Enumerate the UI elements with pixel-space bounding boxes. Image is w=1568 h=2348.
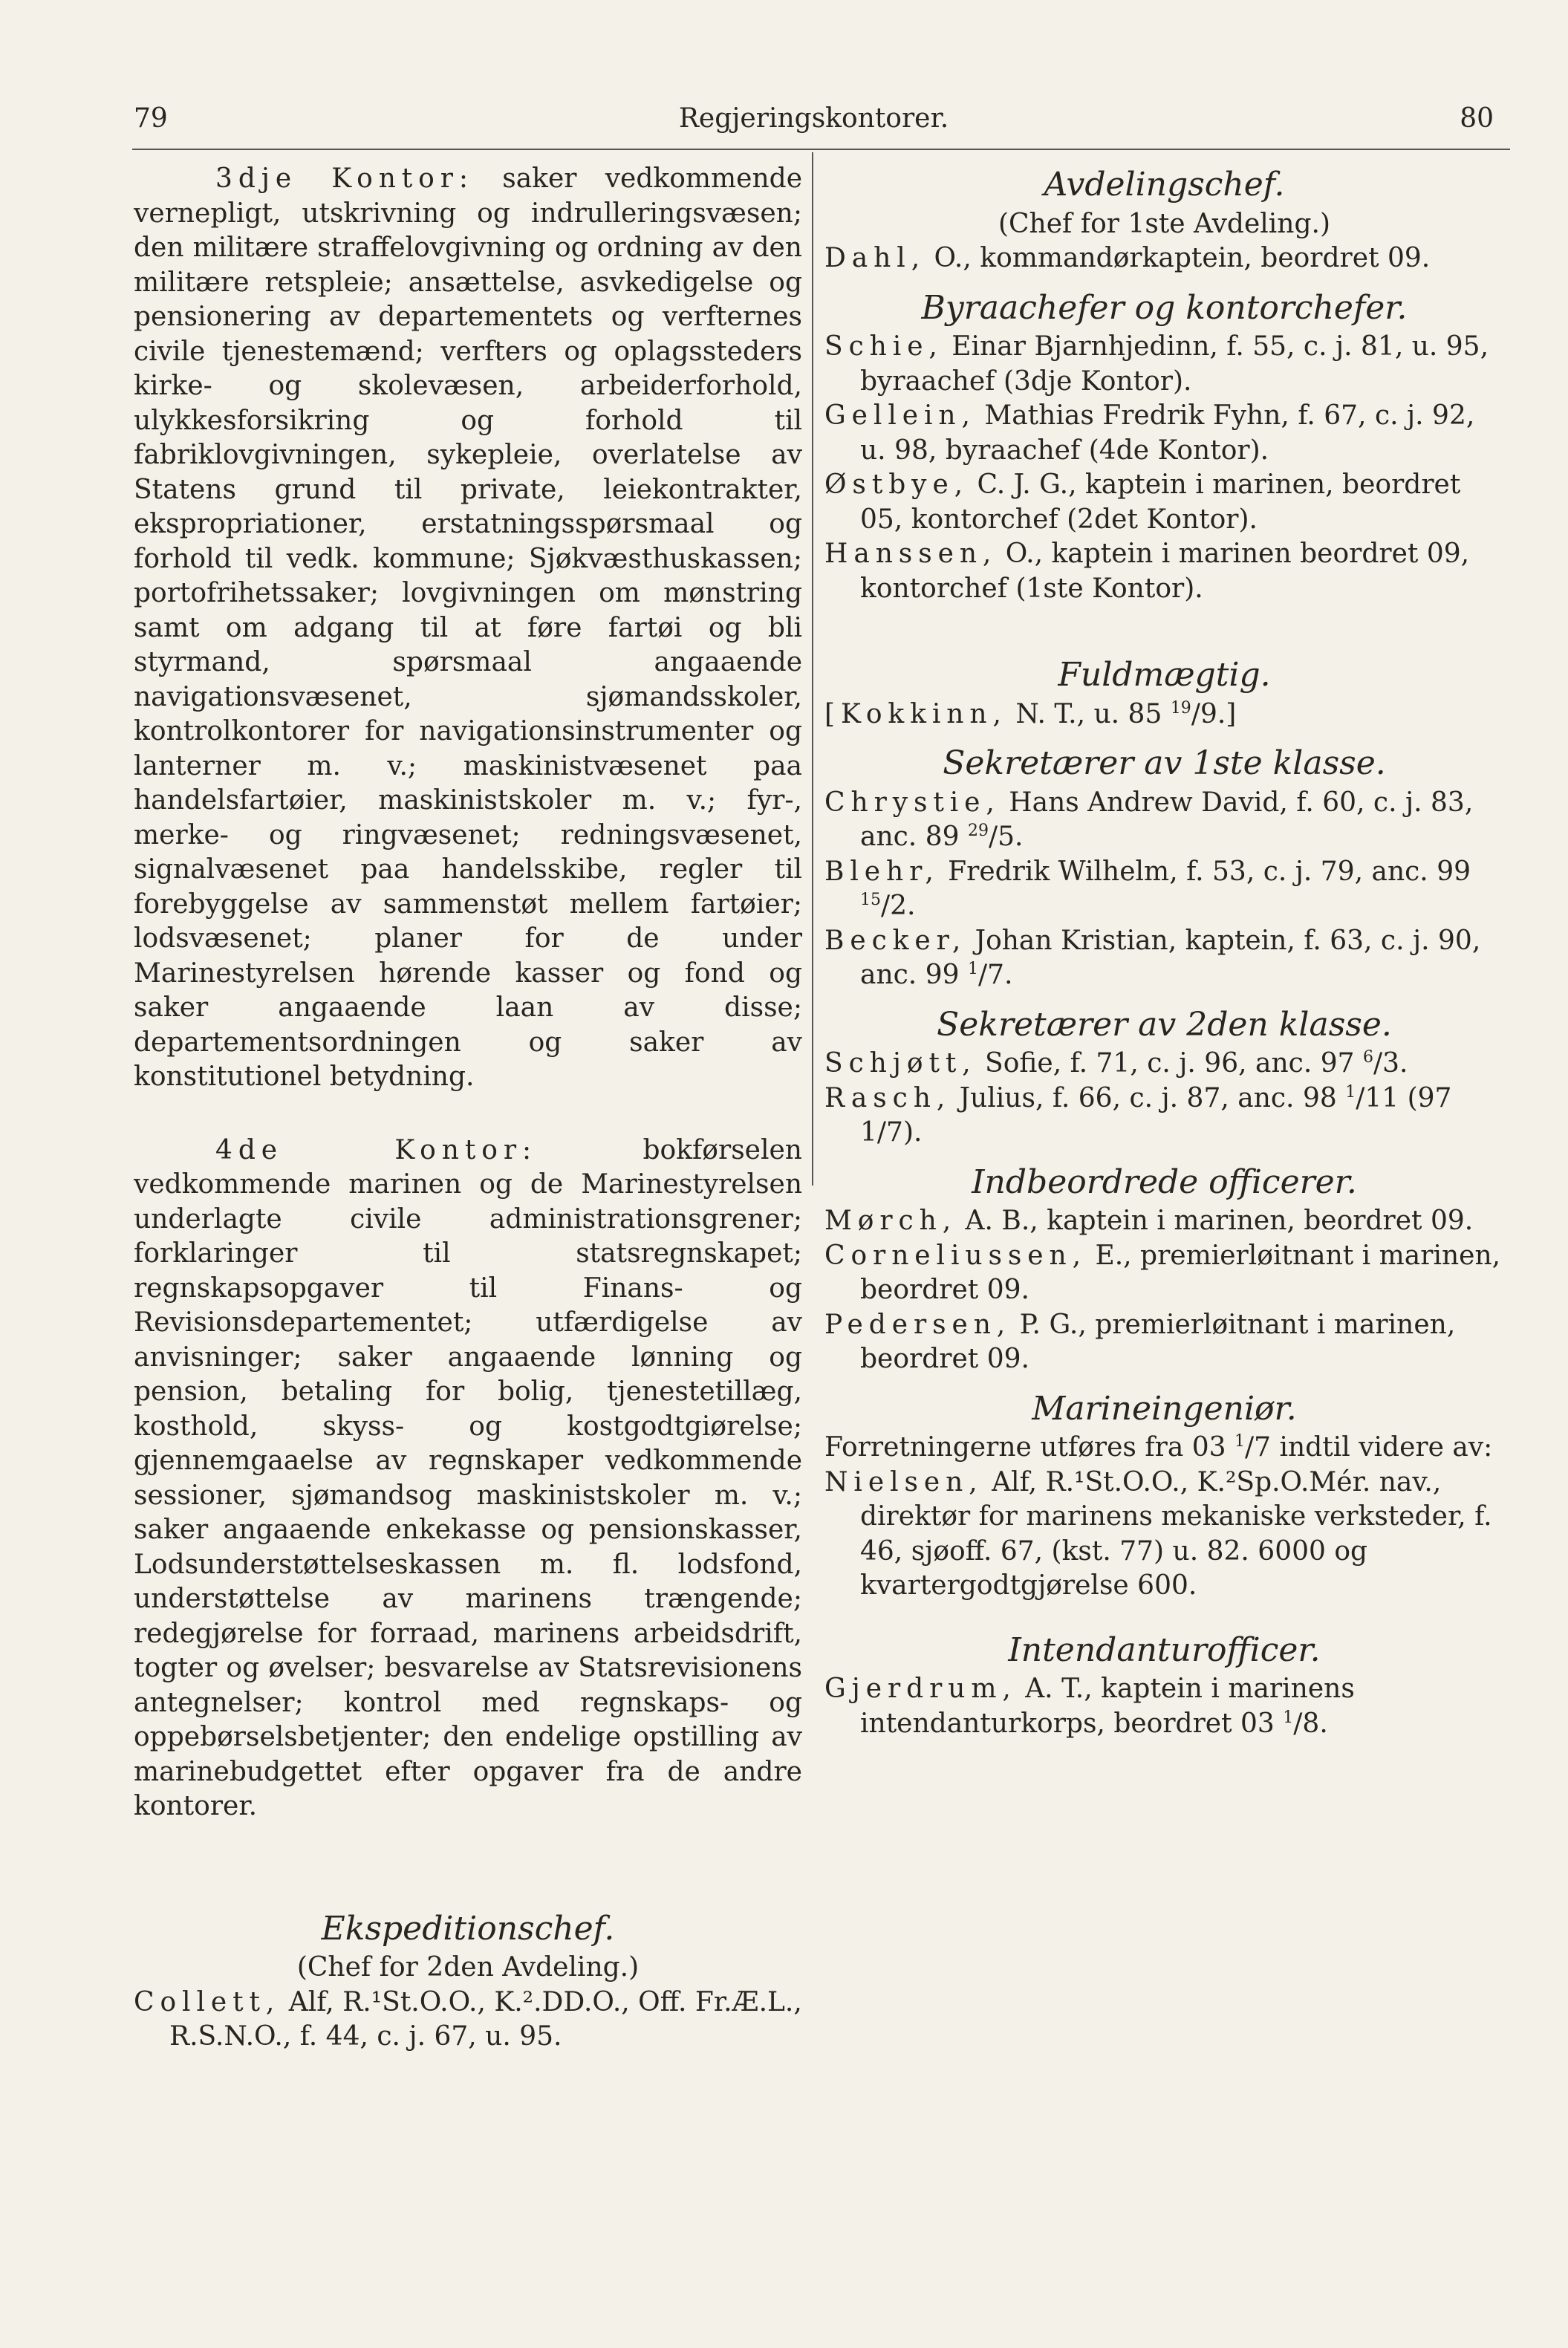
entry-text: Johan Kristian, kaptein, f. 63, c. j. 90, anc. 99 (860, 925, 1481, 990)
byraa-entry (824, 468, 1504, 537)
sek1-heading: Sekretærer av 1ste klasse. (943, 744, 1386, 782)
sek1-entry (824, 786, 1504, 855)
entry-after: /11 (97 1/7). (860, 1082, 1452, 1148)
entry-name: Schjøtt, (824, 1048, 977, 1079)
entry-text: O., kaptein i marinen beordret 09, kontorchef (1ste Kontor). (860, 539, 1470, 604)
page-number-left: 79 (134, 103, 168, 134)
marine-intro (824, 1431, 1504, 1466)
intro-sup: 1 (1234, 1432, 1246, 1451)
entry-text: Julius, f. 66, c. j. 87, anc. 98 (959, 1082, 1337, 1113)
byraa-entry (824, 330, 1504, 399)
office4-text: bokførselen vedkommende marinen og de Marinestyrelsen underlagte civile administrationsgrener; forklaringer til statsregnskapet; regnskapsopgaver til Finans- og Revisionsdepartementet; utfærdigelse av anvisninger; saker angaaende lønning og pension, betaling for bolig, tjenestetillæg, kosthold, skyss- og kostgodtgiørelse; gjennemgaaelse av regnskaper vedkommende sessioner, sjømandsog maskinistskoler m. v.; saker angaaende enkekasse og pensionskasser, Lodsunderstøttelseskassen m. fl. lodsfond, understøttelse av marinens trængende; redegjørelse for forraad, marinens arbeidsdrift, togter og øvelser; besvarelse av Statsrevisionens antegnelser; kontrol med regnskaps- og oppebørselsbetjenter; den endelige opstilling av marinebudgettet efter opgaver fra de andre kontorer. (134, 1134, 802, 1821)
entry-name: Mørch, (824, 1206, 957, 1236)
running-title: Regjeringskontorer. (678, 103, 949, 134)
entry-sup: 1 (967, 960, 978, 978)
page-number-right: 80 (1460, 103, 1494, 134)
expedition-sub: (Chef for 2den Avdeling.) (296, 1952, 640, 1983)
entry-text: Einar Bjarnhjedinn, f. 55, c. j. 81, u. 95, byraachef (3dje Kontor). (860, 331, 1489, 397)
sek2-entry (824, 1082, 1504, 1151)
entry-text: E., premierløitnant i marinen, beordret 09. (860, 1240, 1501, 1305)
entry-name: Becker, (824, 925, 967, 956)
entry-sup: 1 (1345, 1082, 1356, 1102)
entry-after: /8. (1293, 1708, 1328, 1739)
entry-after: /7. (977, 960, 1013, 990)
entry-name: Hanssen, (824, 539, 998, 569)
intro-after: /7 indtil videre av: (1245, 1432, 1493, 1463)
entry-sup: 19 (1170, 698, 1191, 718)
entry-text: Fredrik Wilhelm, f. 53, c. j. 79, anc. 99 (948, 856, 1471, 887)
expedition-entry (134, 1986, 802, 2055)
avd-sub: (Chef for 1ste Avdeling.) (998, 208, 1331, 239)
entry-name: Gjerdrum, (824, 1674, 1017, 1704)
indb-entry (824, 1308, 1504, 1377)
byraa-entry (824, 537, 1504, 606)
entry-after: /9.] (1191, 698, 1237, 729)
office3-text: saker vedkommende vernepligt, utskrivning og indrulleringsvæsen; den militære straffelovgivning og ordning av den militære retspleie; ansættelse, asvkedigelse og pensionering av departementets og verfternes civile tjenestemænd; verfters og oplagssteders kirke- og skolevæsen, arbeiderforhold, ulykkesforsikring og forhold til fabriklovgivningen, sykepleie, overlatelse av Statens grund til private, leiekontrakter, ekspropriationer, erstatningsspørsmaal og forhold til vedk. kommune; Sjøkvæsthuskassen; portofrihetssaker; lovgivningen om mønstring samt om adgang til at føre fartøi og bli styrmand, spørsmaal angaaende navigationsvæsenet, sjømandsskoler, kontrolkontorer for navigationsinstrumenter og lanterner m. v.; maskinistvæsenet paa handelsfartøier, maskinistskoler m. v.; fyr-, merke- og ringvæsenet; redningsvæsenet, signalvæsenet paa handelsskibe, regler til forebyggelse av sammenstøt mellem fartøier; lodsvæsenet; planer for de under Marinestyrelsen hørende kasser og fond og saker angaaende laan av disse; departementsordningen og saker av konstitutionel betydning. (134, 163, 803, 1092)
entry-sup: 29 (967, 822, 989, 840)
marine-entry (824, 1466, 1504, 1604)
entry-text: Alf, R.¹St.O.O., K.².DD.O., Off. Fr.Æ.L., R.S.N.O., f. 44, c. j. 67, u. 95. (169, 1986, 802, 2052)
entry-name: Corneliussen, (824, 1240, 1087, 1271)
entry-sup: 1 (1283, 1708, 1294, 1727)
left-column (134, 162, 802, 2055)
entry-text: Hans Andrew David, f. 60, c. j. 83, anc. 89 (860, 787, 1474, 852)
sek2-entry (824, 1047, 1504, 1082)
entry-text: O., kommandørkaptein, beordret 09. (934, 243, 1431, 273)
avd-heading: Avdelingschef. (1044, 166, 1285, 204)
avd-entry (824, 241, 1504, 276)
intendant-entry (824, 1672, 1504, 1741)
byraa-heading: Byraachefer og kontorchefer. (921, 288, 1408, 327)
indb-entry (824, 1204, 1504, 1239)
entry-text: Sofie, f. 71, c. j. 96, anc. 97 (985, 1048, 1355, 1079)
entry-after: /2. (881, 891, 916, 921)
expedition-heading: Ekspeditionschef. (321, 1909, 615, 1948)
office3-name: 3dje Kontor: (215, 163, 474, 194)
entry-name: Schie, (824, 331, 943, 362)
office3-paragraph (134, 162, 802, 1095)
entry-text: Mathias Fredrik Fyhn, f. 67, c. j. 92, u. 98, byraachef (4de Kontor). (860, 400, 1475, 466)
indb-entry (824, 1239, 1504, 1308)
office4-paragraph (134, 1134, 802, 1824)
entry-text: Alf, R.¹St.O.O., K.²Sp.O.Mér. nav., direktør for marinens mekaniske verksteder, f. 46, sjøoff. 67, (kst. 77) u. 82. 6000 og kvartergodtgjørelse 600. (860, 1466, 1492, 1601)
right-column (824, 162, 1504, 1741)
entry-sup: 15 (860, 891, 881, 909)
entry-text: C. J. G., kaptein i marinen, beordret 05, kontorchef (2det Kontor). (860, 469, 1461, 535)
sek1-entry (824, 855, 1504, 924)
entry-text: P. G., premierløitnant i marinen, beordret 09. (860, 1309, 1456, 1374)
sek2-heading: Sekretærer av 2den klasse. (937, 1005, 1392, 1044)
entry-name: Collett, (134, 1986, 281, 2017)
entry-name: Gellein, (824, 400, 976, 431)
entry-after: /5. (988, 822, 1024, 852)
intro-text: Forretningerne utføres fra 03 (824, 1432, 1226, 1463)
entry-after: /3. (1373, 1048, 1408, 1079)
entry-name: Pedersen, (824, 1309, 1012, 1340)
entry-text: N. T., u. 85 (1015, 698, 1162, 729)
page-header (134, 97, 1494, 141)
sek1-entry (824, 924, 1504, 993)
marine-heading: Marineingeniør. (1032, 1389, 1297, 1428)
entry-name: Dahl, (824, 243, 926, 273)
fuld-entry (824, 697, 1504, 732)
header-rule (132, 149, 1510, 150)
entry-sup: 6 (1362, 1048, 1373, 1067)
entry-name: Østbye, (824, 469, 969, 500)
column-divider (812, 152, 813, 1186)
byraa-entry (824, 399, 1504, 468)
indb-heading: Indbeordrede officerer. (972, 1162, 1357, 1201)
office4-name: 4de Kontor: (215, 1134, 538, 1165)
entry-name: Nielsen, (824, 1466, 983, 1497)
fuld-heading: Fuldmægtig. (1058, 656, 1271, 694)
entry-name: Chrystie, (824, 787, 1001, 818)
intendant-heading: Intendanturofficer. (1008, 1630, 1321, 1669)
entry-name: Blehr, (824, 856, 940, 887)
entry-name: [Kokkinn, (824, 698, 1007, 729)
entry-name: Rasch, (824, 1082, 951, 1113)
entry-text: A. B., kaptein i marinen, beordret 09. (965, 1206, 1474, 1236)
entry-text: A. T., kaptein i marinens intendanturkorps, beordret 03 (860, 1674, 1355, 1739)
